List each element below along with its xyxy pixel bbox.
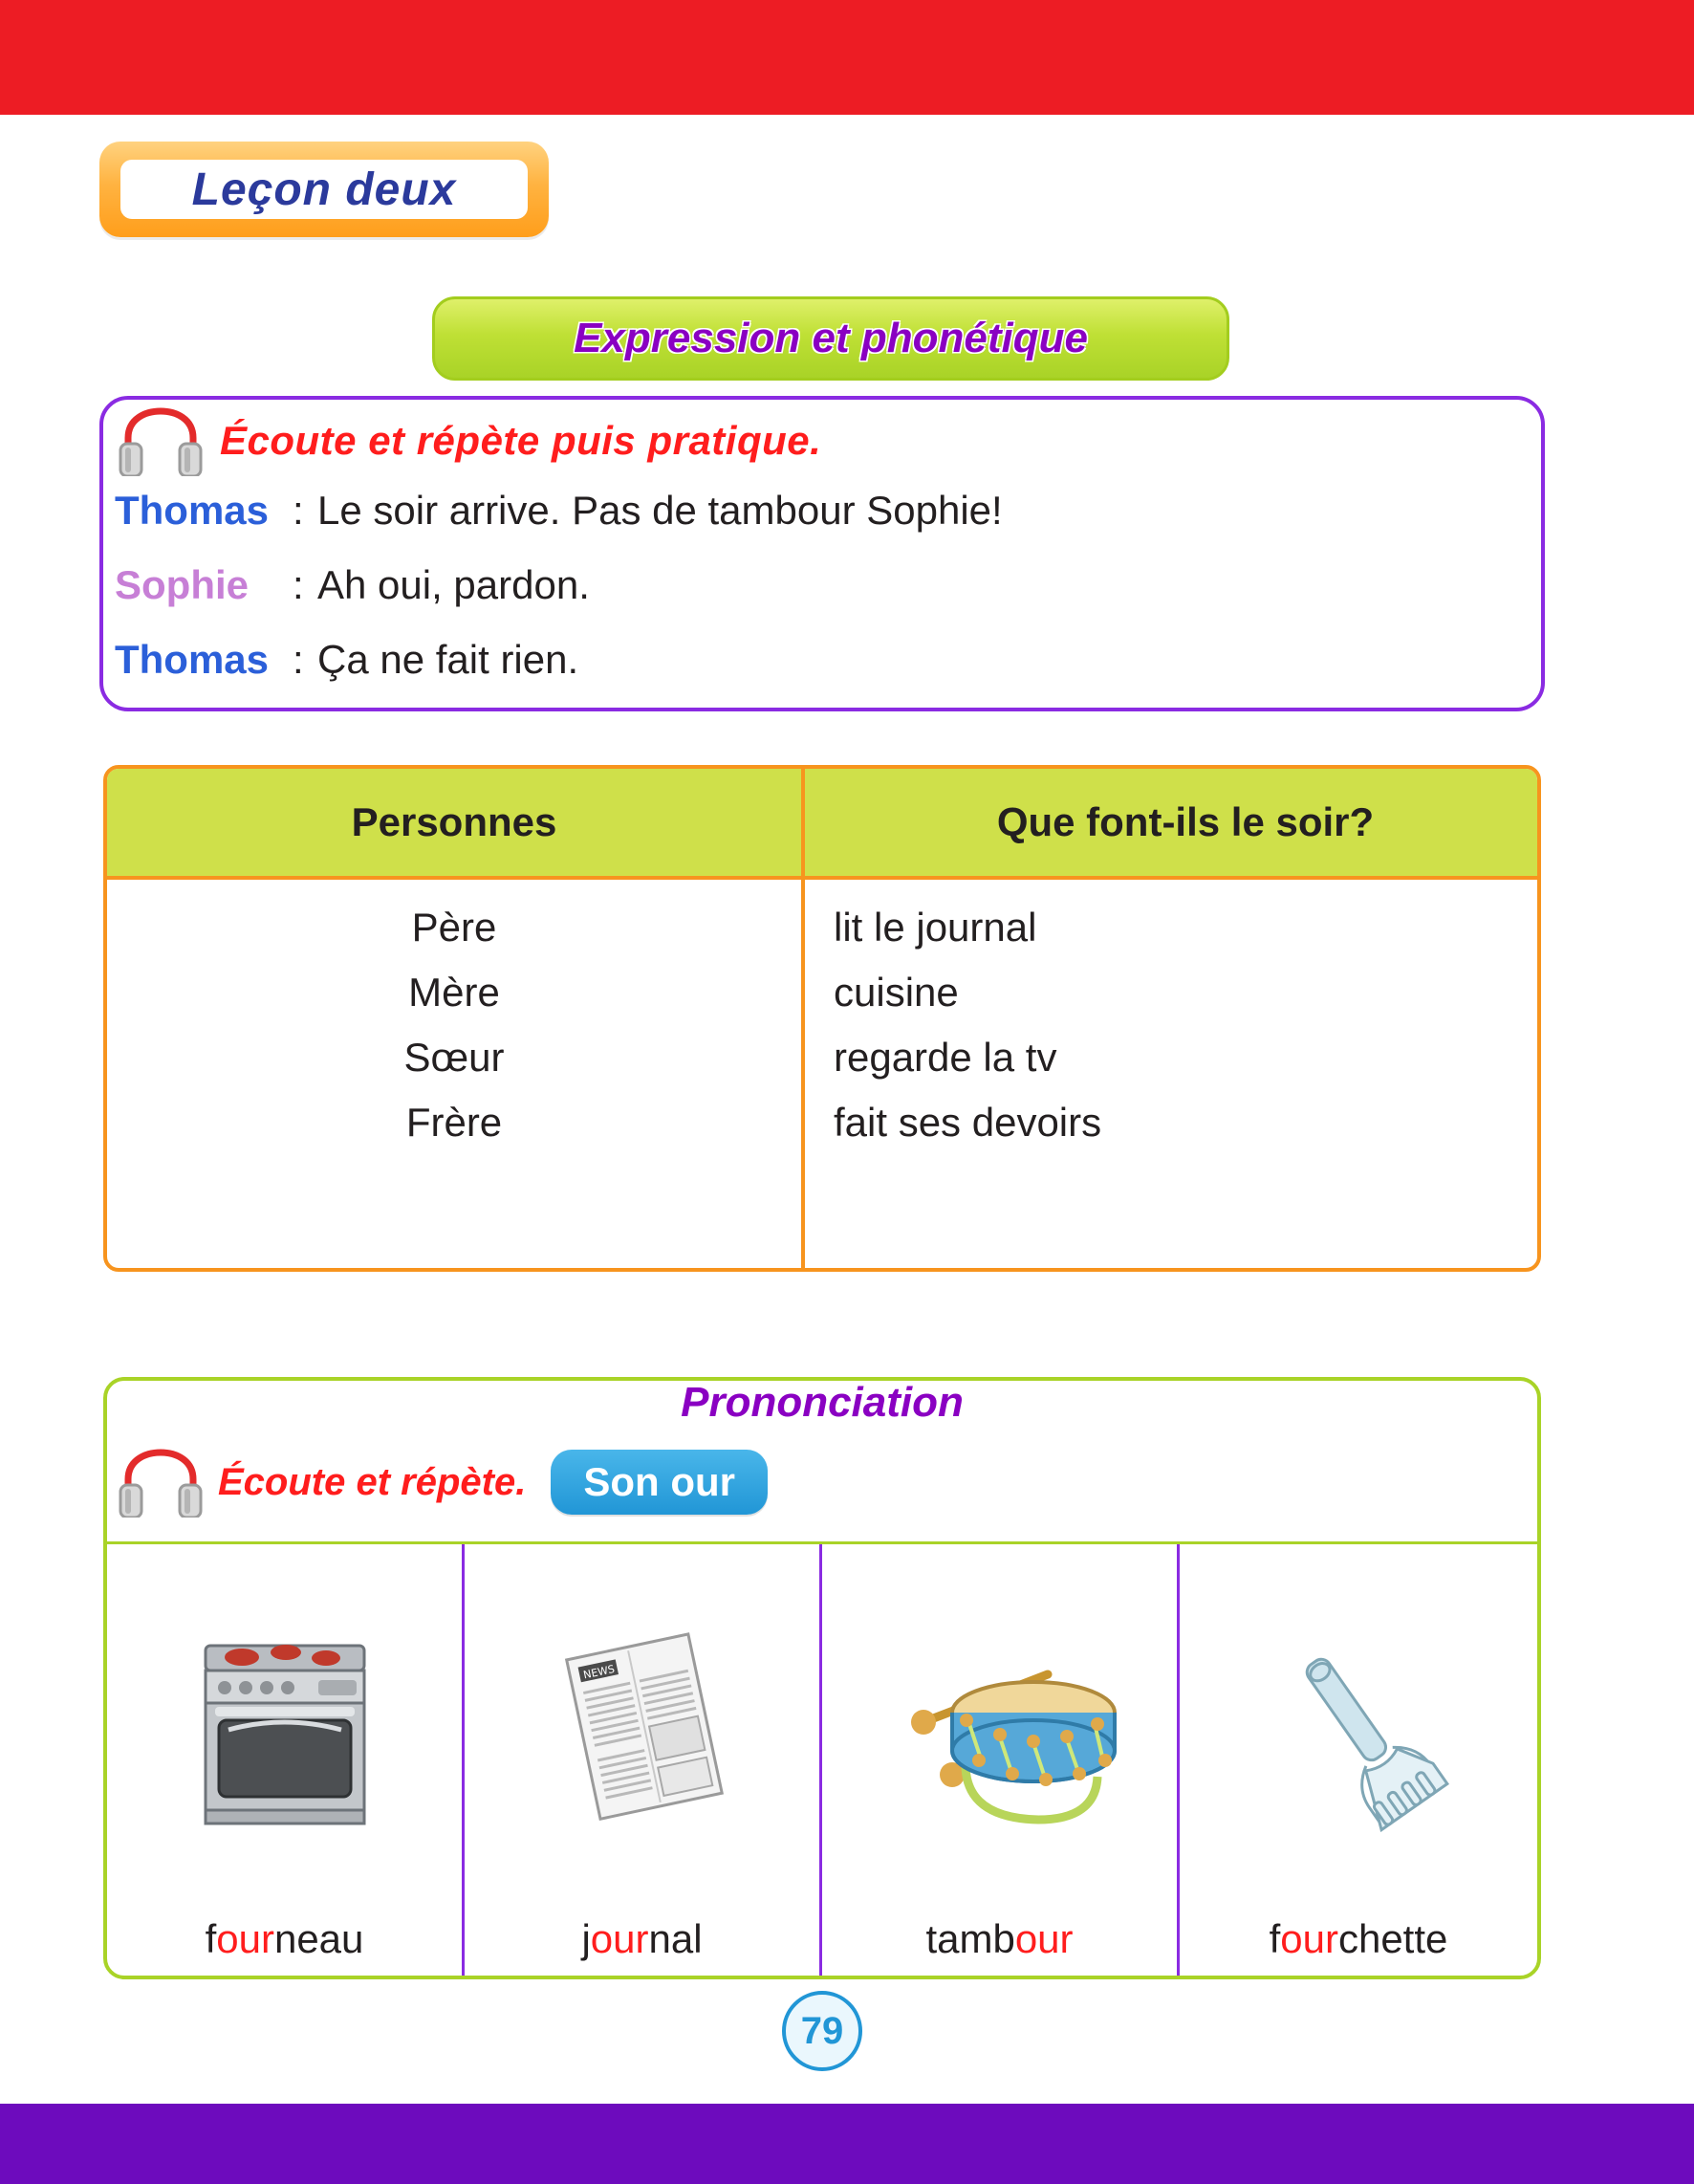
table-cell: regarde la tv [834,1035,1057,1080]
word-highlight: our [590,1916,649,1961]
headphone-icon [115,1447,206,1518]
lesson-title-plate [120,160,528,219]
pronunciation-title: Prononciation [681,1379,964,1426]
dialogue-speaker: Thomas [115,637,270,682]
table-cell: lit le journal [834,905,1037,950]
pronunciation-word-grid [107,1541,1537,1976]
table-body [107,880,1537,1268]
table-cell: Sœur [403,1035,505,1080]
table-header-cell: Que font-ils le soir? [996,799,1375,844]
pronunciation-instruction-row [115,1444,768,1520]
table-column-persons [107,880,805,1268]
pronunciation-item [465,1544,822,1976]
pronunciation-word [581,1909,702,1962]
bottom-color-band [0,2104,1694,2184]
table-cell: Frère [405,1100,503,1145]
section-heading-label: Expression et phonétique [574,315,1088,361]
word-suffix: nal [648,1916,703,1961]
pronunciation-word [206,1909,364,1962]
dialogue-line [115,637,1510,711]
svg-text:NEWS: NEWS [581,1662,616,1681]
top-color-band [0,0,1694,115]
dialogue-text: Ça ne fait rien. [317,637,579,682]
word-prefix: j [581,1916,591,1961]
table-header-cell: Personnes [107,769,805,876]
page-number: 79 [782,1991,862,2071]
pronunciation-item [107,1544,465,1976]
drum-icon [822,1544,1177,1909]
dialogue-colon: : [293,488,304,533]
word-prefix: f [205,1916,217,1961]
dialogue-line [115,562,1510,637]
newspaper-icon [465,1544,819,1909]
dialogue-speaker: Thomas [115,488,270,533]
stove-icon [107,1544,462,1909]
word-highlight: our [216,1916,274,1961]
word-prefix: tamb [925,1916,1015,1961]
section-heading-pill [432,296,1229,381]
pronunciation-item [822,1544,1180,1976]
word-suffix: neau [273,1916,364,1961]
table-cell: Mère [408,970,500,1015]
table-column-activities [805,880,1537,1268]
dialogue-text: Le soir arrive. Pas de tambour Sophie! [317,488,1003,533]
word-highlight: our [1280,1916,1338,1961]
table-header-row [107,769,1537,880]
dialogue-text: Ah oui, pardon. [317,562,590,607]
dialogue-lines [115,488,1510,711]
lesson-title-tag [99,142,549,237]
dialogue-line [115,488,1510,562]
page-title: Leçon deux [191,164,457,215]
dialogue-colon: : [293,637,304,682]
pronunciation-word [1270,1909,1448,1962]
fork-icon [1180,1544,1537,1909]
word-prefix: f [1269,1916,1281,1961]
headphone-icon [115,405,206,476]
dialogue-instruction-row [115,405,821,476]
evening-activities-table [103,765,1541,1272]
dialogue-instruction-text: Écoute et répète puis pratique. [220,418,822,463]
pronunciation-item [1180,1544,1537,1976]
table-cell: cuisine [834,970,959,1015]
dialogue-speaker: Sophie [115,562,250,607]
word-highlight: our [1014,1916,1074,1961]
word-suffix: chette [1337,1916,1448,1961]
pronunciation-instruction-text: Écoute et répète. [218,1460,527,1503]
table-cell: fait ses devoirs [834,1100,1102,1145]
sound-label-badge: Son our [551,1450,768,1515]
pronunciation-word [925,1909,1073,1962]
dialogue-colon: : [293,562,304,607]
table-cell: Père [411,905,497,950]
